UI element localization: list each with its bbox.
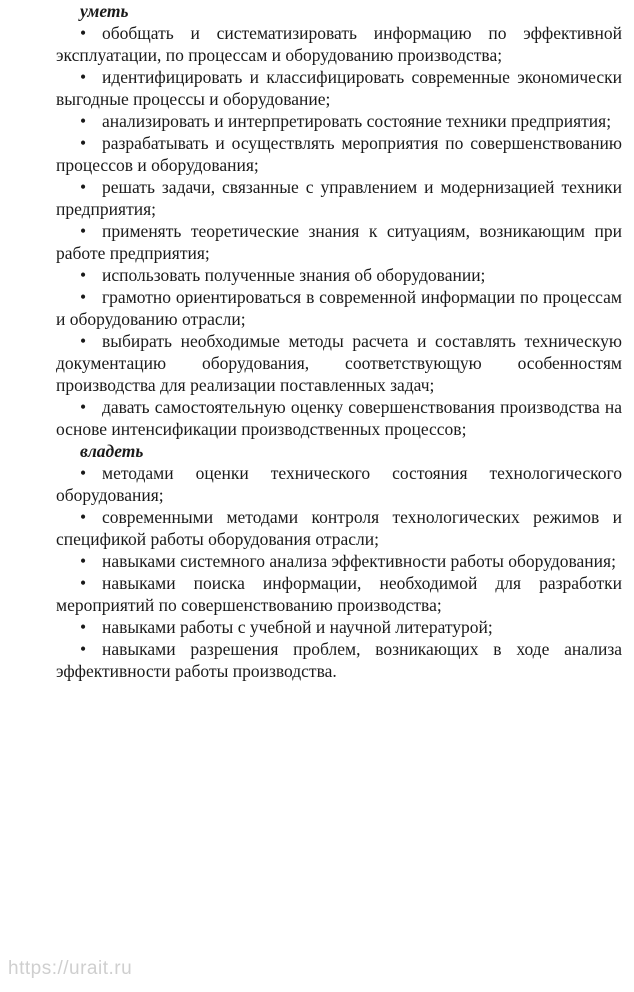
list-item: • идентифицировать и классифицировать современные экономически выгодные процессы и оборудование; [56,67,622,109]
bullet-icon: • [80,331,87,351]
bullet-icon: • [80,265,87,285]
list-item: • давать самостоятельную оценку совершенствования производства на основе интенсификации производственных процессов; [56,397,622,439]
list-item: • современными методами контроля технологических режимов и спецификой работы оборудования отрасли; [56,507,622,549]
bullet-icon: • [80,551,87,571]
list-item: • навыками системного анализа эффективности работы оборудования; [80,551,616,571]
list-item: • навыками работы с учебной и научной литературой; [80,617,493,637]
bullet-icon: • [80,177,87,197]
list-item: • выбирать необходимые методы расчета и составлять техническую документацию оборудования, соответствующую особенностям производства для реализации поставленных задач; [56,331,622,395]
competencies-list [56,462,622,682]
list-item: • решать задачи, связанные с управлением и модернизацией техники предприятия; [56,177,622,219]
bullet-icon: • [80,221,87,241]
bullet-icon: • [80,639,87,659]
bullet-icon: • [80,573,87,593]
bullet-icon: • [80,617,87,637]
document-body [56,0,622,682]
bullet-icon: • [80,397,87,417]
list-item: • грамотно ориентироваться в современной информации по процессам и оборудованию отрасли; [56,287,622,329]
bullet-icon: • [80,463,87,483]
list-item: • анализировать и интерпретировать состояние техники предприятия; [80,111,612,131]
bullet-icon: • [80,287,87,307]
section-heading-umet: уметь [80,1,129,21]
list-item: • навыками поиска информации, необходимой для разработки мероприятий по совершенствованию производства; [56,573,622,615]
list-item: • обобщать и систематизировать информацию по эффективной эксплуатации, по процессам и оборудованию производства; [56,23,622,65]
bullet-icon: • [80,23,87,43]
list-item: • использовать полученные знания об оборудовании; [80,265,486,285]
bullet-icon: • [80,133,87,153]
list-item: • разрабатывать и осуществлять мероприятия по совершенствованию процессов и оборудования; [56,133,622,175]
bullet-icon: • [80,507,87,527]
section-heading-vladet: владеть [80,441,144,461]
bullet-icon: • [80,111,87,131]
list-item: • методами оценки технического состояния технологического оборудования; [56,463,622,505]
list-item: • применять теоретические знания к ситуациям, возникающим при работе предприятия; [56,221,622,263]
skills-list [56,22,622,440]
bullet-icon: • [80,67,87,87]
list-item: • навыками разрешения проблем, возникающих в ходе анализа эффективности работы производства. [56,639,622,681]
watermark-url: https://urait.ru [8,958,133,979]
